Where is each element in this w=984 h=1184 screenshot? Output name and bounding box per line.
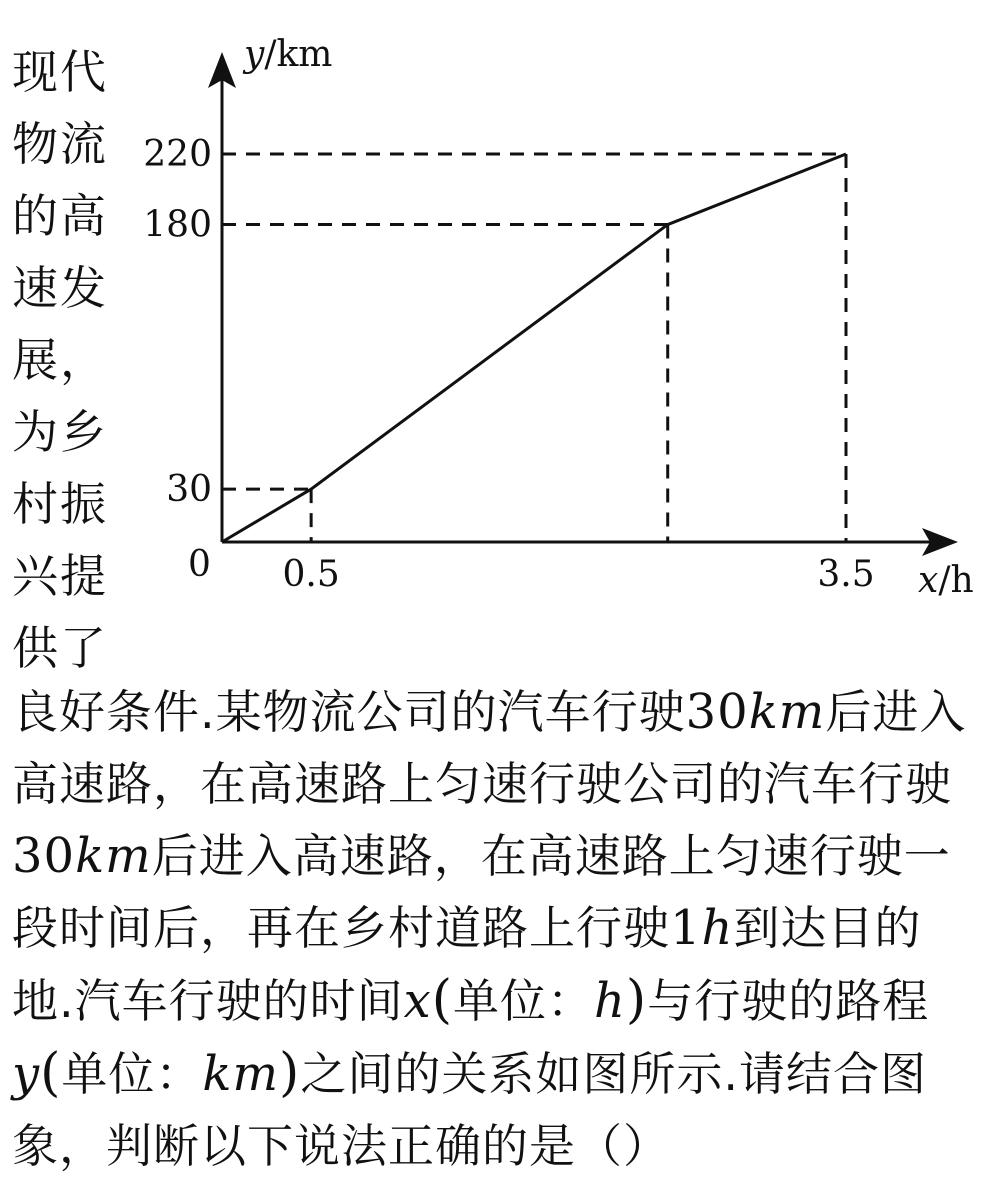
- guide-lines: [222, 154, 846, 542]
- side-text: 现代物流的高速发展，为乡村振兴提供了: [12, 45, 108, 675]
- y-tick-label-0: 30: [166, 469, 212, 511]
- problem-part-5: 单位：: [453, 974, 594, 1028]
- paren-open-2: (: [40, 1043, 62, 1103]
- math-distance-unit: km: [748, 684, 826, 740]
- math-unit-km: km: [202, 1046, 280, 1102]
- data-series: [222, 154, 846, 542]
- problem-part-3: 后进入高速路，在高速路上匀速行驶一段时间后，再在乡村道路上行驶: [12, 829, 951, 955]
- math-unit-h: h: [594, 973, 626, 1029]
- paren-open-1: (: [431, 970, 453, 1030]
- origin-label: 0: [188, 544, 211, 585]
- x-tick-label-1: 3.5: [817, 554, 875, 595]
- math-var-y: y: [12, 1046, 41, 1102]
- problem-part-1: 良好条件.某物流公司的汽车行驶: [12, 685, 686, 739]
- paren-close-2: ): [279, 1043, 301, 1103]
- problem-part-6: 与行驶的路程: [647, 974, 930, 1028]
- paren-close-1: ): [625, 970, 648, 1030]
- problem-part-2: 后进入高速路，在高速路上匀速行驶公司的汽车行驶: [12, 685, 967, 811]
- math-distance-value-2: 30: [12, 828, 76, 884]
- problem-part-8: 之间的关系如图所示.请结合图象，判断以下说法正确的是（）: [12, 1047, 927, 1173]
- math-distance-unit-2: km: [75, 828, 152, 884]
- y-tick-label-2: 220: [143, 134, 212, 175]
- problem-part-7: 单位：: [61, 1047, 203, 1101]
- problem-text: [12, 676, 980, 1182]
- distance-line: [222, 154, 846, 542]
- x-tick-label-0: 0.5: [282, 554, 340, 595]
- math-distance-value: 30: [685, 684, 749, 740]
- x-axis-label: x/h: [918, 560, 974, 601]
- math-time-value: 1: [670, 900, 702, 956]
- math-time-unit: h: [701, 900, 734, 956]
- problem-part-4: 到达目的地.汽车行驶的时间: [12, 901, 922, 1028]
- y-axis-label: y/km: [244, 34, 333, 75]
- math-var-x: x: [403, 973, 432, 1029]
- y-tick-label-1: 180: [143, 204, 212, 246]
